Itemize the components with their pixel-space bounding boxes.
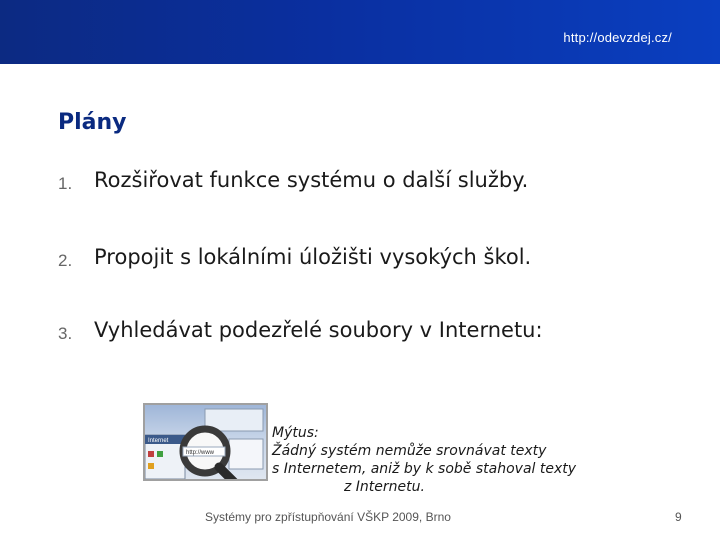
list-text: Rozšiřovat funkce systému o další služby.: [94, 168, 529, 192]
list-item: [58, 166, 698, 198]
list-number: 2.: [58, 251, 73, 270]
myth-quote: [272, 424, 652, 496]
list-number: 3.: [58, 324, 73, 343]
browser-label: Internet: [148, 438, 169, 444]
footer-text: Systémy pro zpřístupňování VŠKP 2009, Brno: [205, 510, 451, 524]
list-number: 1.: [58, 174, 73, 193]
list-item: [58, 243, 698, 275]
myth-line: s Internetem, aniž by k sobě stahoval texty: [272, 461, 577, 477]
illustration-svg: [145, 405, 266, 479]
slide-title: Plány: [58, 110, 127, 135]
list-item: [58, 316, 698, 348]
header-url[interactable]: http://odevzdej.cz/: [563, 30, 672, 45]
list-text: Propojit s lokálními úložišti vysokých škol.: [94, 245, 532, 269]
myth-line: Žádný systém nemůže srovnávat texty: [272, 443, 547, 459]
myth-line: z Internetu.: [344, 479, 425, 495]
myth-heading: Mýtus:: [272, 425, 319, 441]
magnifier-search-text: http://www: [186, 450, 215, 456]
page-number: 9: [675, 510, 682, 524]
magnifier-over-browser-icon: [143, 403, 268, 481]
list-text: Vyhledávat podezřelé soubory v Internetu:: [94, 318, 543, 342]
header-bar: [0, 0, 720, 64]
